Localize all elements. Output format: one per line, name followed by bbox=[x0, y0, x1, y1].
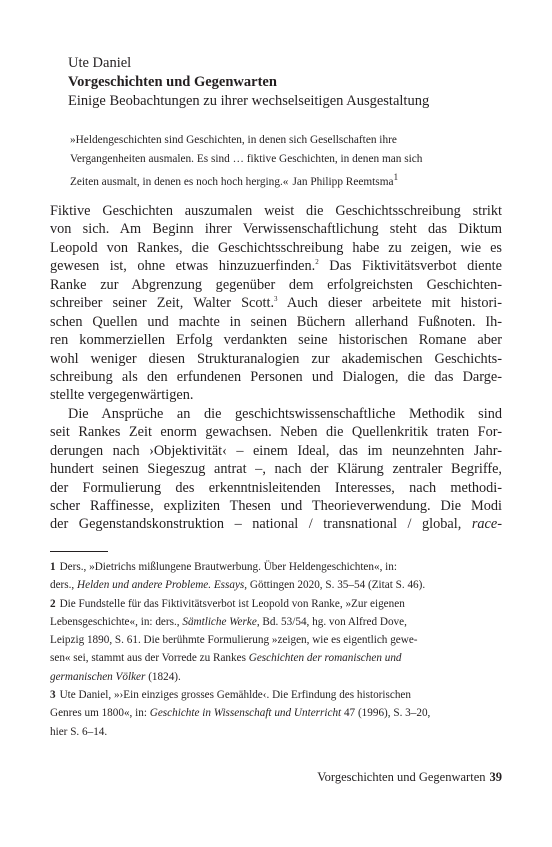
chapter-author: Ute Daniel bbox=[68, 55, 132, 71]
footnote-line: 2 Die Fundstelle für das Fiktivitätsverbot ist Leopold von Ranke, »Zur eigenen bbox=[50, 597, 405, 610]
italic-title: Sämtliche Werke bbox=[182, 615, 257, 628]
body-line: schreiber seiner Zeit, Walter Scott.$^3$ Auch dieser arbeitete mit histori- bbox=[50, 295, 503, 312]
italic-word: race- bbox=[471, 516, 502, 533]
body-line: seit Rankes Zeit enorm gewachsen. Neben die Quellenkritik traten For- bbox=[50, 424, 502, 441]
italic-title: Geschichten der romanischen und bbox=[248, 652, 402, 665]
epigraph-line: »Heldengeschichten sind Geschichten, in denen sich Gesellschaften ihre bbox=[70, 134, 397, 146]
chapter-title: Vorgeschichten und Gegenwarten bbox=[68, 74, 277, 90]
body-line: Leopold von Rankes, die Geschichtsschreibung habe zu zeigen, wie es bbox=[50, 239, 502, 256]
body-line: der Formulierung des erkenntnisleitenden Interesses, nach methodi- bbox=[50, 479, 502, 496]
footnotes bbox=[50, 558, 505, 741]
body-line: der Gegenstandskonstruktion – national / transnational / global, race- bbox=[50, 516, 502, 533]
body-line: Die Ansprüche an die geschichtswissenschaftliche Methodik sind bbox=[68, 405, 502, 422]
body-line: von sich. Am Beginn ihrer Verwissenschaftlichung steht das Diktum bbox=[50, 221, 502, 238]
footnote-number: 2 bbox=[50, 597, 56, 610]
footnote-ref: 3 bbox=[274, 295, 278, 304]
body-line: gewesen ist, ohne etwas hinzuzuerfinden.$^2$ Das Fiktivitätsverbot diente bbox=[50, 258, 502, 275]
footnote-ref: 1 bbox=[393, 173, 399, 183]
body-line: ren kommerziellen Erfolg verdankten seine historischen Romane aber bbox=[50, 332, 502, 349]
italic-title: Geschichte in Wissenschaft und Unterricht bbox=[149, 707, 342, 720]
body-line: stellte vergegenwärtigen. bbox=[50, 387, 194, 404]
footnote-ref: 2 bbox=[315, 258, 319, 267]
epigraph-line-text: Zeiten ausmalt, in denen es noch hoch herging.« bbox=[70, 175, 289, 188]
footnote-rule bbox=[50, 551, 108, 552]
body-line: wohl weniger diesen Strukturanalogien zur akademischen Geschichts- bbox=[50, 350, 502, 367]
footnote-line: Leipzig 1890, S. 61. Die berühmte Formulierung »zeigen, wie es eigentlich gewe- bbox=[50, 634, 418, 647]
body-line: Fiktive Geschichten auszumalen weist die Geschichtsschreibung strikt bbox=[50, 203, 502, 219]
footnote-line: Genres um 1800«, in: Geschichte in Wissenschaft und Unterricht 47 (1996), S. 3–20, bbox=[50, 707, 431, 720]
footnote-line: Lebensgeschichte«, in: ders., Sämtliche Werke, Bd. 53/54, hg. von Alfred Dove, bbox=[50, 615, 407, 628]
footnote-line: ders., Helden und andere Probleme. Essays, Göttingen 2020, S. 35–54 (Zitat S. 46). bbox=[50, 579, 426, 592]
page-number: 39 bbox=[489, 770, 502, 784]
body-line: derungen nach ›Objektivität‹ – einem Ideal, das im neunzehnten Jahr- bbox=[50, 442, 502, 459]
footnote-number: 1 bbox=[50, 561, 56, 573]
body-line: schreibung als den erfundenen Personen und Dialogen, die das Darge- bbox=[50, 368, 502, 385]
epigraph-line: Vergangenheiten ausmalen. Es sind … fiktive Geschichten, in denen man sich bbox=[70, 153, 423, 165]
body-line: schen Quellen und machte in seinen Büchern allerhand Fußnoten. Ih- bbox=[50, 313, 502, 330]
footnote-line: 1 Ders., »Dietrichs mißlungene Brautwerbung. Über Heldengeschichten«, in: bbox=[50, 561, 397, 573]
epigraph-line bbox=[70, 169, 500, 192]
page-footer bbox=[248, 770, 502, 785]
chapter-subtitle: Einige Beobachtungen zu ihrer wechselseitigen Ausgestaltung bbox=[68, 93, 430, 109]
body-line: hundert seinen Siegeszug antrat –, nach der Klärung zentraler Begriffe, bbox=[50, 461, 502, 478]
body-line: Ranke zur Abgrenzung gegenüber dem erfolgreichsten Geschichten- bbox=[50, 276, 502, 293]
body-line: scher Raffinesse, expliziten Thesen und Theorieverwendung. Die Modi bbox=[50, 498, 502, 514]
footnote-line: germanischen Völker (1824). bbox=[50, 670, 181, 683]
footnote-line: sen« sei, stammt aus der Vorrede zu Rankes Geschichten der romanischen und bbox=[50, 652, 402, 665]
italic-title: germanischen Völker bbox=[50, 670, 146, 683]
italic-title: Helden und andere Probleme. Essays bbox=[77, 579, 245, 592]
epigraph-author: Jan Philipp Reemtsma bbox=[292, 175, 394, 188]
epigraph bbox=[70, 131, 500, 192]
footnote-line: 3 Ute Daniel, »›Ein einziges grosses Gemählde‹. Die Erfindung des historischen bbox=[50, 689, 411, 702]
body-text bbox=[50, 202, 502, 534]
footnote-number: 3 bbox=[50, 689, 56, 702]
footnote-line: hier S. 6–14. bbox=[50, 725, 108, 738]
running-title: Vorgeschichten und Gegenwarten bbox=[317, 770, 486, 784]
